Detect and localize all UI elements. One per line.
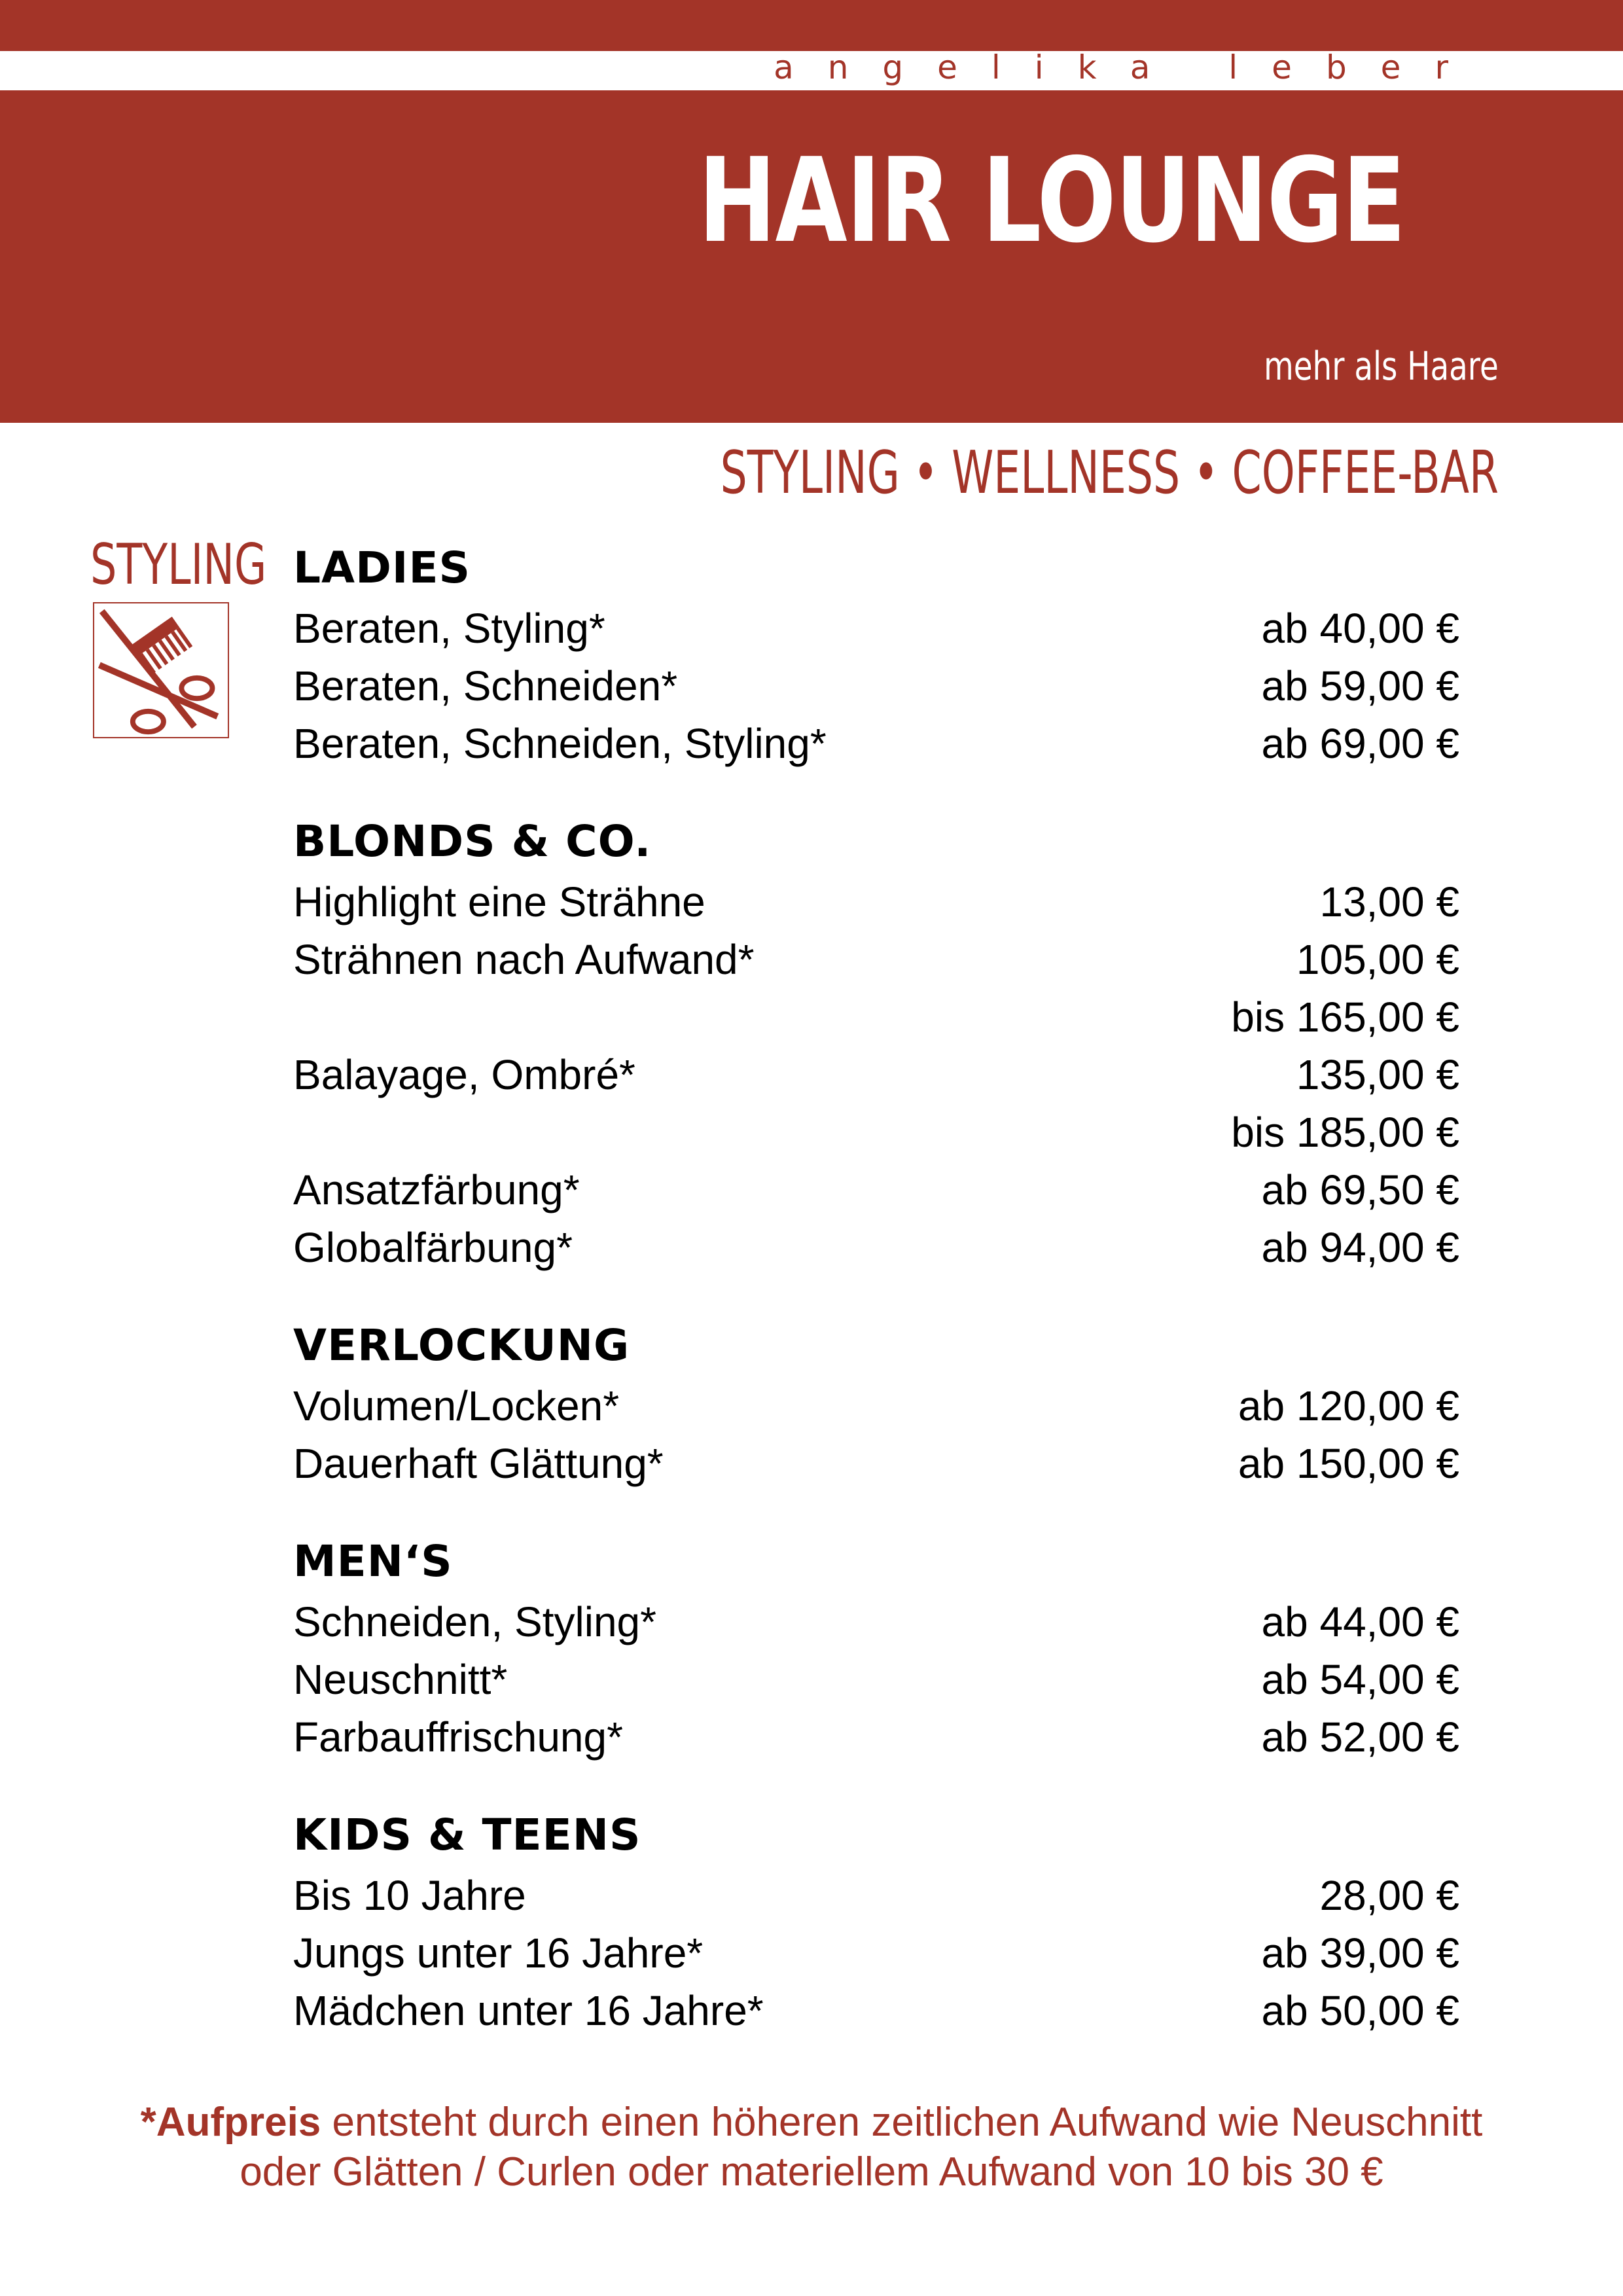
price-row bbox=[293, 1924, 1459, 1982]
service-name: Ansatzfärbung* bbox=[293, 1166, 580, 1213]
price-row bbox=[293, 988, 1459, 1046]
service-price: ab 54,00 € bbox=[1261, 1656, 1459, 1703]
service-price: ab 69,50 € bbox=[1261, 1166, 1459, 1213]
service-name: Jungs unter 16 Jahre* bbox=[293, 1929, 704, 1977]
top-band bbox=[0, 0, 1623, 51]
service-price: ab 40,00 € bbox=[1261, 605, 1459, 652]
price-row bbox=[293, 657, 1459, 715]
service-price: 105,00 € bbox=[1296, 936, 1459, 983]
service-price: 13,00 € bbox=[1319, 878, 1459, 925]
comb-scissors-icon bbox=[93, 602, 229, 738]
service-price: ab 44,00 € bbox=[1261, 1598, 1459, 1645]
service-name: Bis 10 Jahre bbox=[293, 1872, 526, 1919]
service-price: ab 50,00 € bbox=[1261, 1987, 1459, 2034]
page-subtitle: mehr als Haare bbox=[1264, 344, 1499, 389]
price-row bbox=[293, 873, 1459, 931]
service-price: bis 165,00 € bbox=[1231, 994, 1459, 1041]
price-row bbox=[293, 1651, 1459, 1708]
service-name: Farbauffrischung* bbox=[293, 1713, 623, 1761]
price-row bbox=[293, 1435, 1459, 1492]
service-name: Mädchen unter 16 Jahre* bbox=[293, 1987, 764, 2034]
service-name: Highlight eine Strähne bbox=[293, 878, 705, 925]
price-row bbox=[293, 715, 1459, 772]
service-name: Balayage, Ombré* bbox=[293, 1051, 635, 1098]
menu-section bbox=[293, 1314, 1459, 1492]
section-title: MEN‘S bbox=[293, 1536, 453, 1587]
price-row bbox=[293, 600, 1459, 657]
footnote-line-2: oder Glätten / Curlen oder materiellem Aufwand von 10 bis 30 € bbox=[240, 2149, 1383, 2195]
price-row bbox=[293, 1161, 1459, 1219]
service-price: ab 69,00 € bbox=[1261, 720, 1459, 767]
side-category-label: STYLING bbox=[90, 532, 267, 598]
price-row bbox=[293, 1708, 1459, 1766]
service-name: Beraten, Schneiden* bbox=[293, 662, 678, 709]
price-row bbox=[293, 1982, 1459, 2039]
service-name: Volumen/Locken* bbox=[293, 1382, 620, 1429]
menu-section bbox=[293, 810, 1459, 1276]
service-price: ab 150,00 € bbox=[1238, 1440, 1459, 1487]
service-price: ab 59,00 € bbox=[1261, 662, 1459, 709]
footnote-text-1: entsteht durch einen höheren zeitlichen Aufwand wie Neuschnitt bbox=[321, 2100, 1483, 2145]
service-name: Dauerhaft Glättung* bbox=[293, 1440, 664, 1487]
price-row bbox=[293, 1219, 1459, 1276]
section-title: LADIES bbox=[293, 543, 471, 593]
service-price: bis 185,00 € bbox=[1231, 1109, 1459, 1156]
menu-section bbox=[293, 1804, 1459, 2039]
price-row bbox=[293, 1593, 1459, 1651]
footnote-emphasis: *Aufpreis bbox=[140, 2100, 321, 2145]
section-title: KIDS & TEENS bbox=[293, 1810, 641, 1860]
service-name: Neuschnitt* bbox=[293, 1656, 508, 1703]
price-row bbox=[293, 1103, 1459, 1161]
section-title: VERLOCKUNG bbox=[293, 1320, 630, 1371]
price-row bbox=[293, 931, 1459, 988]
brand-name: angelika leber bbox=[774, 48, 1482, 86]
price-row bbox=[293, 1377, 1459, 1435]
service-price: ab 52,00 € bbox=[1261, 1713, 1459, 1761]
service-name: Globalfärbung* bbox=[293, 1224, 573, 1271]
service-price: 28,00 € bbox=[1319, 1872, 1459, 1919]
page-title: HAIR LOUNGE bbox=[698, 133, 1405, 268]
service-price: 135,00 € bbox=[1296, 1051, 1459, 1098]
price-row bbox=[293, 1867, 1459, 1924]
footnote bbox=[39, 2098, 1584, 2197]
section-title: BLONDS & CO. bbox=[293, 816, 652, 867]
service-price: ab 94,00 € bbox=[1261, 1224, 1459, 1271]
menu-section bbox=[293, 537, 1459, 772]
price-list bbox=[293, 537, 1459, 2077]
service-name: Beraten, Styling* bbox=[293, 605, 605, 652]
service-name: Strähnen nach Aufwand* bbox=[293, 936, 755, 983]
service-name: Beraten, Schneiden, Styling* bbox=[293, 720, 827, 767]
price-row bbox=[293, 1046, 1459, 1103]
footnote-line-1 bbox=[39, 2098, 1584, 2147]
service-price: ab 120,00 € bbox=[1238, 1382, 1459, 1429]
menu-section bbox=[293, 1530, 1459, 1766]
tagline: STYLING • WELLNESS • COFFEE-BAR bbox=[720, 439, 1499, 507]
service-name: Schneiden, Styling* bbox=[293, 1598, 657, 1645]
service-price: ab 39,00 € bbox=[1261, 1929, 1459, 1977]
